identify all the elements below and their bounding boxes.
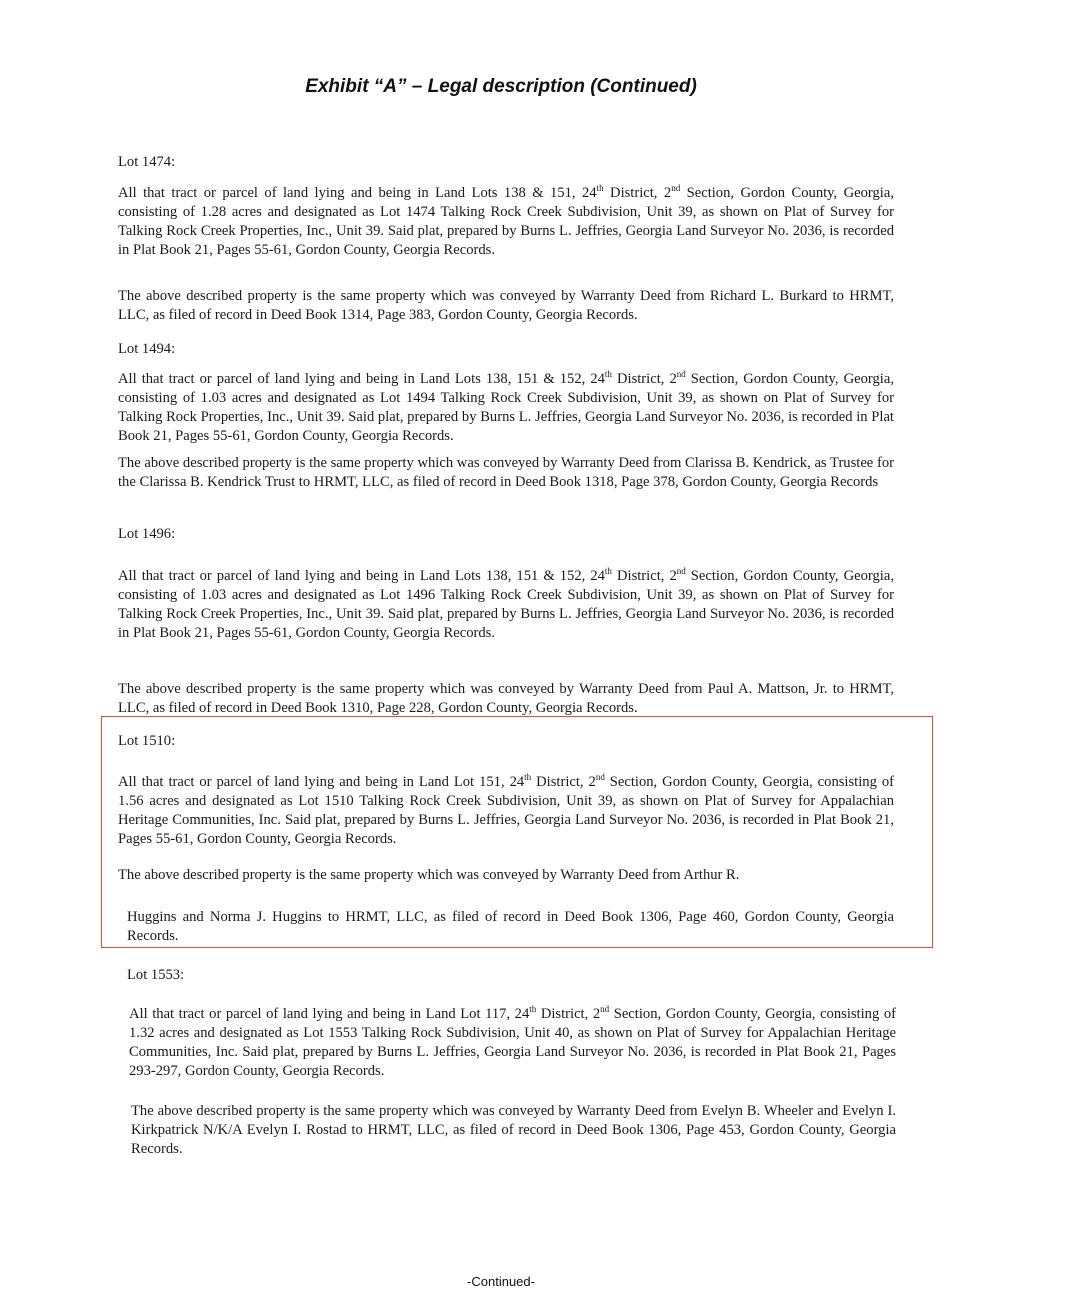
lot-label: Lot 1510: bbox=[118, 733, 176, 749]
superscript-th: th bbox=[524, 772, 532, 783]
superscript-th: th bbox=[604, 369, 612, 380]
lot-description-paragraph bbox=[129, 1005, 896, 1081]
conveyance-paragraph-continued: Huggins and Norma J. Huggins to HRMT, LLC, as filed of record in Deed Book 1306, Page 460, Gordon County, Georgia Records. bbox=[127, 909, 894, 944]
description-text-start: All that tract or parcel of land lying and being in Land Lots 138, 151 & 152, 24 bbox=[118, 371, 605, 387]
description-text-end: Section, Gordon County, Georgia, consisting of 1.28 acres and designated as Lot 1474 Talking Rock Creek Subdivision, Unit 39, as shown on Plat of Survey for Talking Rock Creek Properties, Inc., Unit 39. Said plat, prepared by Burns L. Jeffries, Georgia Land Surveyor No. 2036, is recorded in Plat Book 21, Pages 55-61, Gordon County, Georgia Records. bbox=[118, 185, 894, 258]
lot-description-paragraph bbox=[118, 567, 894, 643]
superscript-th: th bbox=[604, 566, 612, 577]
superscript-nd: nd bbox=[676, 566, 686, 577]
description-text-start: All that tract or parcel of land lying and being in Land Lots 138 & 151, 24 bbox=[118, 185, 597, 201]
lot-label: Lot 1494: bbox=[118, 341, 176, 357]
superscript-nd: nd bbox=[676, 369, 686, 380]
description-text-mid: District, 2 bbox=[611, 371, 677, 387]
conveyance-paragraph: The above described property is the same property which was conveyed by Warranty Deed from Evelyn B. Wheeler and Evelyn I. Kirkpatrick N/K/A Evelyn I. Rostad to HRMT, LLC, as filed of record in Deed Book 1306, Page 453, Gordon County, Georgia Records. bbox=[131, 1103, 896, 1157]
superscript-nd: nd bbox=[600, 1004, 610, 1015]
description-text-end: Section, Gordon County, Georgia, consisting of 1.03 acres and designated as Lot 1494 Talking Rock Creek Subdivision, Unit 39, as shown on Plat of Survey for Talking Rock Properties, Inc., Unit 39. Said plat, prepared by Burns L. Jeffries, Georgia Land Surveyor No. 2036, is recorded in Plat Book 21, Pages 55-61, Gordon County, Georgia Records. bbox=[118, 371, 894, 444]
lot-description-paragraph bbox=[118, 184, 894, 260]
conveyance-paragraph: The above described property is the same property which was conveyed by Warranty Deed from Clarissa B. Kendrick, as Trustee for the Clarissa B. Kendrick Trust to HRMT, LLC, as filed of record in Deed Book 1318, Page 378, Gordon County, Georgia Records bbox=[118, 455, 894, 490]
lot-description-paragraph bbox=[118, 370, 894, 446]
conveyance-paragraph: The above described property is the same property which was conveyed by Warranty Deed from Arthur R. bbox=[118, 867, 740, 883]
superscript-th: th bbox=[596, 183, 604, 194]
lot-label: Lot 1474: bbox=[118, 154, 176, 170]
description-text-end: Section, Gordon County, Georgia, consisting of 1.32 acres and designated as Lot 1553 Talking Rock Subdivision, Unit 40, as shown on Plat of Survey for Appalachian Heritage Communities, Inc. Said plat, prepared by Burns L. Jeffries, Georgia Land Surveyor No. 2036, is recorded in Plat Book 21, Pages 293-297, Gordon County, Georgia Records. bbox=[129, 1006, 896, 1079]
lot-description-paragraph bbox=[118, 773, 894, 849]
description-text-mid: District, 2 bbox=[536, 1006, 601, 1022]
description-text-mid: District, 2 bbox=[531, 774, 596, 790]
superscript-nd: nd bbox=[671, 183, 681, 194]
conveyance-paragraph: The above described property is the same property which was conveyed by Warranty Deed from Paul A. Mattson, Jr. to HRMT, LLC, as filed of record in Deed Book 1310, Page 228, Gordon County, Georgia Records. bbox=[118, 681, 894, 716]
description-text-start: All that tract or parcel of land lying and being in Land Lot 117, 24 bbox=[129, 1006, 530, 1022]
page-footer: -Continued- bbox=[467, 1274, 535, 1289]
description-text-end: Section, Gordon County, Georgia, consisting of 1.03 acres and designated as Lot 1496 Talking Rock Creek Subdivision, Unit 39, as shown on Plat of Survey for Talking Rock Creek Properties, Inc., Unit 39. Said plat, prepared by Burns L. Jeffries, Georgia Land Surveyor No. 2036, is recorded in Plat Book 21, Pages 55-61, Gordon County, Georgia Records. bbox=[118, 568, 894, 641]
page-title: Exhibit “A” – Legal description (Continued) bbox=[305, 76, 697, 97]
superscript-th: th bbox=[529, 1004, 537, 1015]
description-text-start: All that tract or parcel of land lying and being in Land Lots 138, 151 & 152, 24 bbox=[118, 568, 605, 584]
description-text-mid: District, 2 bbox=[611, 568, 677, 584]
conveyance-paragraph: The above described property is the same property which was conveyed by Warranty Deed from Richard L. Burkard to HRMT, LLC, as filed of record in Deed Book 1314, Page 383, Gordon County, Georgia Records. bbox=[118, 288, 894, 323]
description-text-mid: District, 2 bbox=[603, 185, 672, 201]
description-text-start: All that tract or parcel of land lying and being in Land Lot 151, 24 bbox=[118, 774, 525, 790]
description-text-end: Section, Gordon County, Georgia, consisting of 1.56 acres and designated as Lot 1510 Talking Rock Creek Subdivision, Unit 39, as shown on Plat of Survey for Appalachian Heritage Communities, Inc. Said plat, prepared by Burns L. Jeffries, Georgia Land Surveyor No. 2036, is recorded in Plat Book 21, Pages 55-61, Gordon County, Georgia Records. bbox=[118, 774, 894, 847]
superscript-nd: nd bbox=[595, 772, 605, 783]
lot-label: Lot 1496: bbox=[118, 526, 176, 542]
lot-label: Lot 1553: bbox=[127, 967, 185, 983]
